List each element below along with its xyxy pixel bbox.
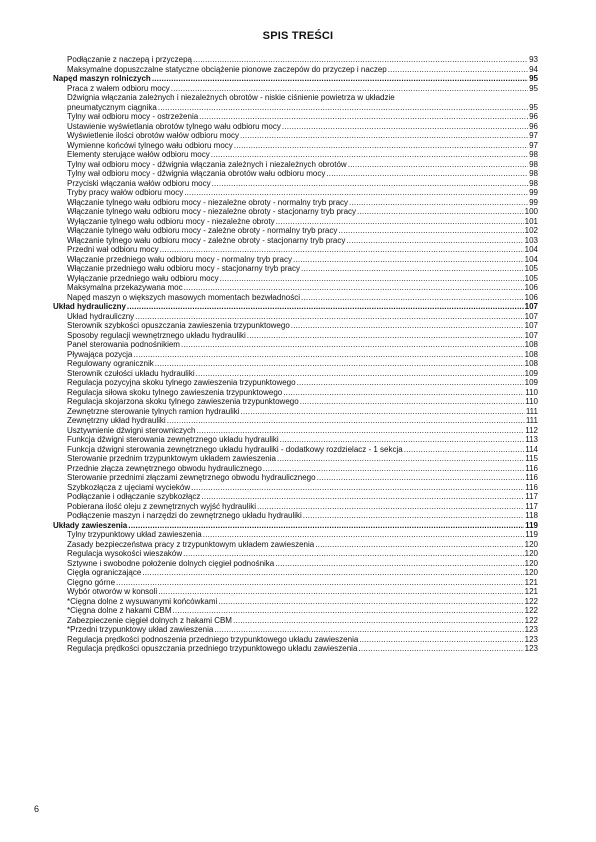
dot-leader bbox=[193, 55, 528, 65]
toc-entry-title: Sztywne i swobodne położenie dolnych cięgieł podnośnika bbox=[67, 558, 275, 568]
dot-leader bbox=[275, 559, 523, 569]
toc-entry-title: Sposoby regulacji wewnętrznego układu hydrauliki bbox=[67, 330, 246, 340]
toc-entry[interactable] bbox=[53, 435, 538, 445]
toc-entry[interactable] bbox=[53, 293, 538, 303]
dot-leader bbox=[277, 454, 524, 464]
page-title: SPIS TREŚCI bbox=[262, 30, 334, 42]
toc-page-number: 117 bbox=[525, 492, 538, 501]
toc-page-number: 103 bbox=[524, 235, 538, 245]
toc-page-number: 120 bbox=[524, 558, 538, 568]
dot-leader bbox=[152, 74, 528, 84]
toc-page-number: 102 bbox=[524, 226, 538, 235]
toc-page-number: 122 bbox=[524, 596, 538, 606]
toc-page-number: 105 bbox=[524, 273, 538, 283]
dot-leader bbox=[183, 549, 523, 559]
toc-entry[interactable] bbox=[53, 578, 538, 588]
toc-page-number: 120 bbox=[524, 568, 538, 577]
toc-page-number: 120 bbox=[524, 539, 538, 549]
toc-page-number: 117 bbox=[525, 501, 538, 511]
dot-leader bbox=[201, 492, 524, 502]
toc-entry[interactable] bbox=[53, 55, 538, 65]
dot-leader bbox=[184, 283, 524, 293]
toc-entry-title: Usztywnienie dźwigni sterowniczych bbox=[67, 425, 196, 435]
dot-leader bbox=[218, 597, 523, 607]
toc-page-number: 116 bbox=[525, 482, 538, 492]
toc-entry[interactable] bbox=[53, 179, 538, 189]
toc-entry[interactable] bbox=[53, 445, 538, 455]
toc-entry[interactable] bbox=[53, 255, 538, 265]
toc-entry[interactable] bbox=[53, 454, 538, 464]
dot-leader bbox=[241, 407, 525, 417]
toc-entry[interactable] bbox=[53, 597, 538, 607]
toc-entry[interactable] bbox=[53, 426, 538, 436]
toc-page-number: 119 bbox=[525, 520, 538, 530]
dot-leader bbox=[158, 103, 528, 113]
toc-page-number: 96 bbox=[529, 121, 538, 131]
toc-entry[interactable] bbox=[53, 464, 538, 474]
toc-page-number: 108 bbox=[524, 349, 538, 359]
dot-leader bbox=[280, 435, 525, 445]
toc-entry[interactable] bbox=[53, 635, 538, 645]
toc-entry[interactable] bbox=[53, 321, 538, 331]
toc-page-number: 115 bbox=[525, 454, 538, 463]
toc-entry[interactable] bbox=[53, 226, 538, 236]
toc-entry[interactable] bbox=[53, 549, 538, 559]
toc-entry-title: Wybór otworów w konsoli bbox=[67, 587, 158, 596]
toc-page-number: 97 bbox=[529, 131, 538, 140]
toc-entry-title: Wyświetlenie ilości obrotów wałów odbioru mocy bbox=[67, 131, 239, 140]
toc-page-number: 109 bbox=[524, 378, 538, 387]
toc-entry-title: Elementy sterujące wałów odbioru mocy bbox=[67, 150, 210, 159]
toc-entry-title: Sterowanie przednimi złączami zewnętrznego obwodu hydraulicznego bbox=[67, 473, 316, 482]
dot-leader bbox=[142, 568, 523, 578]
toc-entry[interactable] bbox=[53, 378, 538, 388]
toc-entry[interactable] bbox=[53, 511, 538, 521]
toc-page-number: 95 bbox=[529, 74, 538, 83]
toc-entry[interactable] bbox=[53, 103, 538, 113]
toc-entry[interactable] bbox=[53, 150, 538, 160]
toc-entry[interactable] bbox=[53, 492, 538, 502]
toc-page-number: 97 bbox=[529, 140, 538, 150]
toc-page-number: 95 bbox=[529, 102, 538, 112]
toc-entry-title: Regulacja pozycyjna skoku tylnego zawieszenia trzypunktowego bbox=[67, 378, 296, 387]
toc-entry-title: Maksymalne dopuszczalne statyczne obciążenie pionowe zaczepów do przyczep i naczep bbox=[67, 64, 387, 74]
toc-entry[interactable] bbox=[53, 65, 538, 75]
toc-entry[interactable] bbox=[53, 198, 538, 208]
toc-page-number: 123 bbox=[524, 634, 538, 644]
toc-entry-title: Układ hydrauliczny bbox=[53, 302, 126, 311]
toc-entry-title: Wymienne końcówi tylnego wału odbioru mocy bbox=[67, 140, 233, 150]
toc-page-number: 96 bbox=[529, 112, 538, 121]
toc-page-number: 108 bbox=[524, 340, 538, 349]
dot-leader bbox=[282, 122, 528, 132]
toc-entry[interactable] bbox=[53, 568, 538, 578]
dot-leader bbox=[181, 340, 524, 350]
dot-leader bbox=[173, 606, 524, 616]
dot-leader bbox=[283, 388, 524, 398]
toc-entry[interactable] bbox=[53, 359, 538, 369]
toc-entry[interactable] bbox=[53, 264, 538, 274]
dot-leader bbox=[116, 578, 524, 588]
toc-page-number: 116 bbox=[525, 473, 538, 482]
toc-entry-title: Przedni wał odbioru mocy bbox=[67, 245, 159, 254]
toc-entry-title: Cięgno górne bbox=[67, 577, 116, 587]
toc-entry[interactable] bbox=[53, 473, 538, 483]
toc-page-number: 99 bbox=[529, 197, 538, 207]
toc-entry-title: Sterownik czułości układu hydrauliki bbox=[67, 368, 195, 378]
toc-page-number: 108 bbox=[524, 359, 538, 368]
toc-entry[interactable] bbox=[53, 207, 538, 217]
dot-leader bbox=[346, 236, 523, 246]
toc-entry-title: Pływająca pozycja bbox=[67, 349, 133, 359]
dot-leader bbox=[135, 312, 524, 322]
toc-entry-title: Zewnętrzne sterowanie tylnych ramion hydrauliki bbox=[67, 406, 240, 416]
toc-entry[interactable] bbox=[53, 217, 538, 227]
toc-entry[interactable] bbox=[53, 616, 538, 626]
toc-entry-title: Tylny trzypunktowy układ zawieszenia bbox=[67, 530, 202, 539]
toc-page-number: 121 bbox=[524, 577, 538, 587]
toc-entry[interactable] bbox=[53, 644, 538, 654]
dot-leader bbox=[171, 84, 528, 94]
toc-entry-title: Regulacja prędkości podnoszenia przedniego trzypunktowego układu zawieszenia bbox=[67, 634, 359, 644]
dot-leader bbox=[128, 521, 524, 531]
dot-leader bbox=[326, 169, 528, 179]
toc-entry-title: Regulowany ogranicznik bbox=[67, 359, 154, 368]
toc-page-number: 105 bbox=[524, 264, 538, 273]
toc-entry-title: Funkcja dźwigni sterowania zewnętrznego układu hydrauliki - dodatkowy rozdzielacz - 1 sekcja bbox=[67, 444, 403, 454]
toc-page-number: 107 bbox=[524, 321, 538, 330]
toc-page-number: 112 bbox=[525, 425, 538, 435]
toc-page-number: 114 bbox=[525, 444, 538, 454]
toc-entry[interactable] bbox=[53, 160, 538, 170]
toc-entry-title: Zabezpieczenie cięgieł dolnych z hakami CBM bbox=[67, 615, 232, 625]
dot-leader bbox=[301, 264, 524, 274]
toc-entry-title: Napęd maszyn rolniczych bbox=[53, 74, 151, 83]
dot-leader bbox=[160, 245, 524, 255]
toc-page-number: 120 bbox=[524, 549, 538, 558]
toc-page-number: 94 bbox=[529, 64, 538, 74]
dot-leader bbox=[211, 150, 528, 160]
dot-leader bbox=[199, 112, 528, 122]
toc-page-number: 95 bbox=[529, 83, 538, 93]
toc-entry[interactable] bbox=[53, 606, 538, 616]
dot-leader bbox=[303, 511, 524, 521]
toc-entry-title: Panel sterowania podnośnikiem bbox=[67, 340, 180, 349]
toc-entry[interactable] bbox=[53, 274, 538, 284]
toc-entry-title: Pobierana ilość oleju z zewnętrznych wyjść hydrauliki bbox=[67, 501, 256, 511]
toc-entry-title: *Przedni trzypunktowy układ zawieszenia bbox=[67, 625, 214, 634]
toc-entry-title: *Cięgna dolne z wysuwanymi końcówkami bbox=[67, 596, 218, 606]
toc-entry-title: Ustawienie wyświetlania obrotów tylnego wału odbioru mocy bbox=[67, 121, 281, 131]
toc-entry-title: Wyłączanie tylnego wału odbioru mocy - niezależne obroty bbox=[67, 216, 275, 226]
dot-leader bbox=[247, 331, 524, 341]
dot-leader bbox=[359, 635, 523, 645]
toc-entry-title: Regulacja skojarzona skoku tylnego zawieszenia trzypunktowego bbox=[67, 397, 299, 406]
dot-leader bbox=[184, 188, 528, 198]
toc-page-number: 113 bbox=[525, 435, 538, 444]
toc-page-number: 104 bbox=[524, 245, 538, 254]
dot-leader bbox=[317, 473, 525, 483]
toc-entry[interactable] bbox=[53, 283, 538, 293]
toc-entry[interactable] bbox=[53, 141, 538, 151]
toc-entry[interactable] bbox=[53, 188, 538, 198]
toc-entry-title: Włączanie tylnego wału odbioru mocy - niezależne obroty - stacjonarny tryb pracy bbox=[67, 207, 357, 216]
dot-leader bbox=[158, 587, 523, 597]
toc-page-number: 119 bbox=[525, 530, 538, 539]
toc-page-number: 93 bbox=[529, 55, 538, 64]
dot-leader bbox=[234, 141, 528, 151]
toc-entry[interactable] bbox=[53, 122, 538, 132]
toc-entry-title: Szybkozłącza z ujęciami wycieków bbox=[67, 482, 191, 492]
toc-entry-title: Włączanie przedniego wału odbioru mocy - normalny tryb pracy bbox=[67, 254, 292, 264]
dot-leader bbox=[293, 255, 524, 265]
toc-entry[interactable] bbox=[53, 540, 538, 550]
dot-leader bbox=[263, 464, 524, 474]
toc-page-number: 122 bbox=[524, 606, 538, 615]
toc-entry-title: Włączanie tylnego wału odbioru mocy - zależne obroty - normalny tryb pracy bbox=[67, 226, 338, 235]
dot-leader bbox=[191, 483, 524, 493]
toc-page-number: 109 bbox=[524, 368, 538, 378]
toc-page-number: 98 bbox=[529, 169, 538, 178]
toc-entry-title: pneumatycznym ciągnika bbox=[67, 102, 157, 112]
dot-leader bbox=[300, 397, 525, 407]
dot-leader bbox=[155, 359, 524, 369]
toc-entry-title: Podłączanie z naczepą i przyczepą bbox=[67, 55, 192, 64]
dot-leader bbox=[212, 179, 528, 189]
toc-section[interactable] bbox=[53, 521, 538, 531]
toc-section[interactable] bbox=[53, 302, 538, 312]
toc-entry[interactable] bbox=[53, 84, 538, 94]
toc-page-number: 121 bbox=[524, 587, 538, 596]
dot-leader bbox=[291, 321, 524, 331]
toc-page-number: 118 bbox=[525, 511, 538, 520]
toc-entry-title: Tylny wał odbioru mocy - dźwignia włączania zależnych i niezależnych obrotów bbox=[67, 159, 347, 169]
toc-page-number: 99 bbox=[529, 188, 538, 197]
dot-leader bbox=[233, 616, 524, 626]
dot-leader bbox=[358, 644, 523, 654]
toc-entry[interactable] bbox=[53, 312, 538, 322]
toc-entry-title: Maksymalna przekazywana moc bbox=[67, 283, 183, 292]
toc-entry-title: Tylny wał odbioru mocy - dźwignia włączania obrotów wału odbioru mocy bbox=[67, 169, 326, 178]
table-of-contents bbox=[53, 55, 538, 654]
dot-leader bbox=[214, 625, 523, 635]
dot-leader bbox=[357, 207, 524, 217]
toc-entry-title: Wyłączanie przedniego wału odbioru mocy bbox=[67, 273, 219, 283]
toc-page-number: 98 bbox=[529, 178, 538, 188]
toc-page-number: 111 bbox=[525, 416, 538, 425]
dot-leader bbox=[220, 274, 524, 284]
toc-page-number: 116 bbox=[525, 463, 538, 473]
toc-entry[interactable] bbox=[53, 416, 538, 426]
toc-page-number: 110 bbox=[525, 387, 538, 397]
toc-entry-title: Podłączenie maszyn i narzędzi do zewnętrznego układu hydrauliki bbox=[67, 511, 302, 520]
dot-leader bbox=[315, 540, 523, 550]
toc-page-number: 106 bbox=[524, 292, 538, 302]
dot-leader bbox=[276, 217, 524, 227]
toc-entry-title: Włączanie tylnego wału odbioru mocy - zależne obroty - stacjonarny tryb pracy bbox=[67, 235, 346, 245]
toc-entry[interactable] bbox=[53, 559, 538, 569]
toc-entry-title: Przyciski włączania wałów odbioru mocy bbox=[67, 178, 211, 188]
dot-leader bbox=[196, 369, 524, 379]
toc-entry-title: *Cięgna dolne z hakami CBM bbox=[67, 606, 172, 615]
toc-entry[interactable] bbox=[53, 530, 538, 540]
toc-entry-title: Cięgła ograniczające bbox=[67, 568, 142, 577]
toc-entry[interactable] bbox=[53, 388, 538, 398]
toc-entry-title: Układ hydrauliczny bbox=[67, 311, 135, 321]
toc-entry[interactable] bbox=[53, 407, 538, 417]
toc-entry-title: Tylny wał odbioru mocy - ostrzeżenia bbox=[67, 112, 199, 121]
dot-leader bbox=[240, 131, 528, 141]
dot-leader bbox=[197, 426, 525, 436]
toc-entry-title: Zasady bezpieczeństwa pracy z trzypunktowym układem zawieszenia bbox=[67, 539, 315, 549]
toc-entry-title: Włączanie tylnego wału odbioru mocy - niezależne obroty - normalny tryb pracy bbox=[67, 197, 349, 207]
toc-entry-title: Napęd maszyn o większych masowych momentach bezwładności bbox=[67, 292, 300, 302]
toc-entry[interactable] bbox=[53, 236, 538, 246]
toc-section[interactable] bbox=[53, 74, 538, 84]
toc-entry[interactable] bbox=[53, 502, 538, 512]
dot-leader bbox=[301, 293, 524, 303]
dot-leader bbox=[349, 198, 528, 208]
toc-entry-title: Przednie złącza zewnętrznego obwodu hydraulicznego bbox=[67, 463, 262, 473]
toc-page-number: 98 bbox=[529, 159, 538, 169]
toc-page-number: 111 bbox=[525, 406, 538, 416]
toc-entry-title: Układy zawieszenia bbox=[53, 520, 128, 530]
toc-entry[interactable] bbox=[53, 112, 538, 122]
toc-entry-title: Regulacja prędkości opuszczania przedniego trzypunktowego układu zawieszenia bbox=[67, 644, 358, 653]
dot-leader bbox=[127, 302, 524, 312]
toc-page-number: 98 bbox=[529, 150, 538, 159]
toc-page-number: 106 bbox=[524, 283, 538, 292]
toc-page-number: 100 bbox=[524, 207, 538, 216]
toc-page-number: 123 bbox=[524, 625, 538, 634]
toc-entry[interactable] bbox=[53, 169, 538, 179]
toc-entry[interactable] bbox=[53, 340, 538, 350]
toc-page-number: 122 bbox=[524, 615, 538, 625]
toc-page-number: 107 bbox=[524, 302, 538, 311]
toc-page-number: 101 bbox=[524, 216, 538, 226]
dot-leader bbox=[203, 530, 525, 540]
dot-leader bbox=[348, 160, 528, 170]
dot-leader bbox=[404, 445, 525, 455]
toc-page-number: 104 bbox=[524, 254, 538, 264]
toc-entry-title: Włączanie przedniego wału odbioru mocy - stacjonarny tryb pracy bbox=[67, 264, 300, 273]
toc-page-number: 107 bbox=[524, 330, 538, 340]
dot-leader bbox=[257, 502, 524, 512]
toc-entry-title: Regulacja wysokości wieszaków bbox=[67, 549, 183, 558]
toc-entry[interactable] bbox=[53, 245, 538, 255]
toc-page-number: 110 bbox=[525, 397, 538, 406]
toc-entry-title: Regulacja siłowa skoku tylnego zawieszenia trzypunktowego bbox=[67, 387, 283, 397]
toc-entry-title: Sterownik szybkości opuszczania zawieszenia trzypunktowego bbox=[67, 321, 290, 330]
toc-entry[interactable] bbox=[53, 131, 538, 141]
toc-entry[interactable] bbox=[53, 350, 538, 360]
toc-entry-title: Podłączanie i odłączanie szybkozłącz bbox=[67, 492, 201, 501]
toc-entry[interactable] bbox=[53, 587, 538, 597]
toc-page-number: 123 bbox=[524, 644, 538, 653]
toc-entry[interactable] bbox=[53, 625, 538, 635]
toc-entry-title: Funkcja dźwigni sterowania zewnętrznego układu hydrauliki bbox=[67, 435, 279, 444]
dot-leader bbox=[338, 226, 523, 236]
toc-entry-title: Tryby pracy wałów odbioru mocy bbox=[67, 188, 184, 197]
toc-entry-title: Zewnętrzny układ hydrauliki bbox=[67, 416, 166, 425]
toc-entry[interactable] bbox=[53, 397, 538, 407]
toc-entry[interactable] bbox=[53, 331, 538, 341]
toc-entry-title: Sterowanie przednim trzypunktowym układem zawieszenia bbox=[67, 454, 276, 463]
dot-leader bbox=[133, 350, 523, 360]
toc-page-number: 107 bbox=[524, 311, 538, 321]
dot-leader bbox=[297, 378, 524, 388]
page-number: 6 bbox=[34, 804, 40, 814]
toc-entry-title: Praca z wałem odbioru mocy bbox=[67, 83, 170, 93]
toc-entry[interactable] bbox=[53, 483, 538, 493]
dot-leader bbox=[167, 416, 525, 426]
dot-leader bbox=[388, 65, 528, 75]
toc-entry-text: Dźwignia włączania zależnych i niezależnych obrotów - niskie ciśnienie powietrza w układzie bbox=[67, 93, 395, 102]
toc-entry[interactable] bbox=[53, 369, 538, 379]
